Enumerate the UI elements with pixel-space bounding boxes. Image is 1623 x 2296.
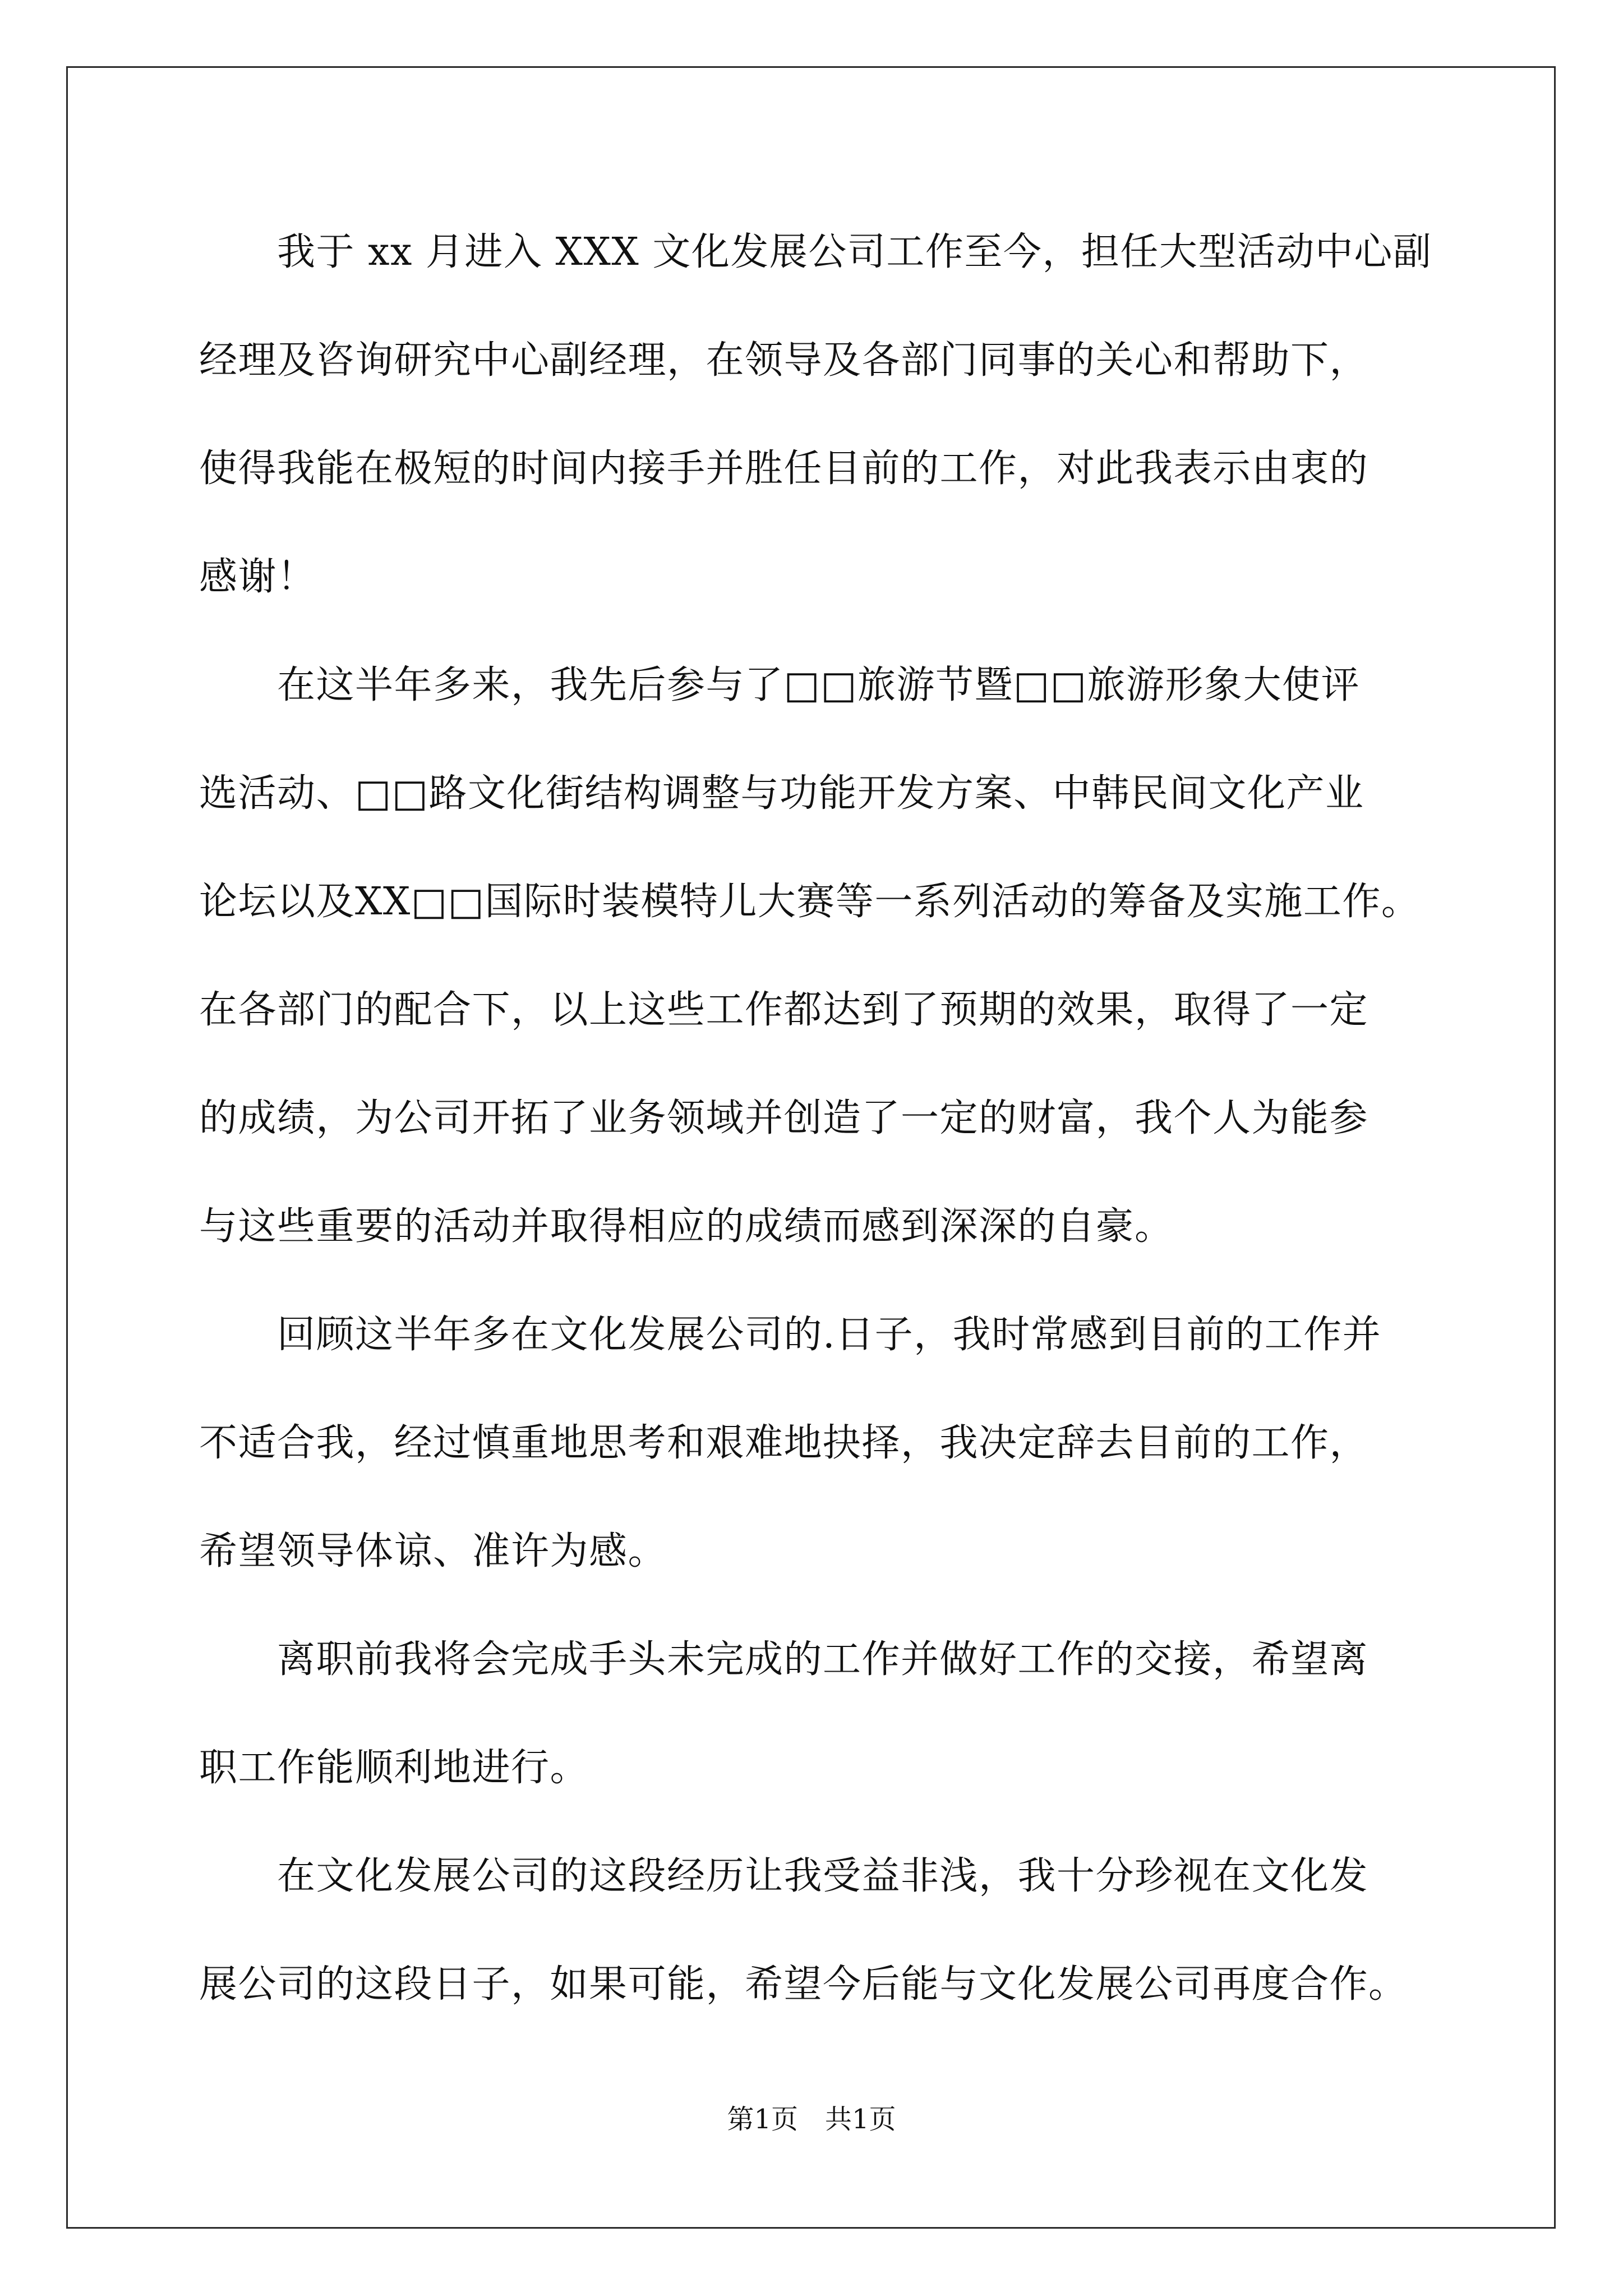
text-line: 论坛以及XX□□国际时装模特儿大赛等一系列活动的筹备及实施工作。 [199, 880, 1421, 924]
text-line: 在各部门的配合下，以上这些工作都达到了预期的效果，取得了一定 [199, 988, 1369, 1032]
document-body [199, 210, 1433, 2051]
text-line: 希望领导体谅、准许为感。 [199, 1529, 667, 1573]
text-line: 展公司的这段日子，如果可能，希望今后能与文化发展公司再度合作。 [199, 1962, 1408, 2007]
text-line: 经理及咨询研究中心副经理，在领导及各部门同事的关心和帮助下， [199, 338, 1369, 383]
text-line: 职工作能顺利地进行。 [199, 1746, 589, 1790]
text-line: 的成绩，为公司开拓了业务领域并创造了一定的财富，我个人为能参 [199, 1096, 1369, 1140]
text-line: 我于 xx 月进入 XXX 文化发展公司工作至今，担任大型活动中心副 [199, 230, 1432, 274]
text-line: 离职前我将会完成手头未完成的工作并做好工作的交接，希望离 [199, 1637, 1369, 1682]
text-line: 不适合我，经过慎重地思考和艰难地抉择，我决定辞去目前的工作， [199, 1421, 1369, 1465]
text-line: 选活动、□□路文化街结构调整与功能开发方案、中韩民间文化产业 [199, 771, 1364, 816]
text-line: 回顾这半年多在文化发展公司的.日子，我时常感到目前的工作并 [199, 1313, 1382, 1357]
text-line: 与这些重要的活动并取得相应的成绩而感到深深的自豪。 [199, 1204, 1174, 1249]
page-number-footer: 第1页 共1页 [727, 2104, 896, 2135]
text-line: 在这半年多来，我先后参与了□□旅游节暨□□旅游形象大使评 [199, 663, 1360, 707]
text-line: 使得我能在极短的时间内接手并胜任目前的工作，对此我表示由衷的 [199, 447, 1369, 491]
text-line: 在文化发展公司的这段经历让我受益非浅，我十分珍视在文化发 [199, 1854, 1369, 1898]
text-line: 感谢！ [199, 555, 316, 599]
